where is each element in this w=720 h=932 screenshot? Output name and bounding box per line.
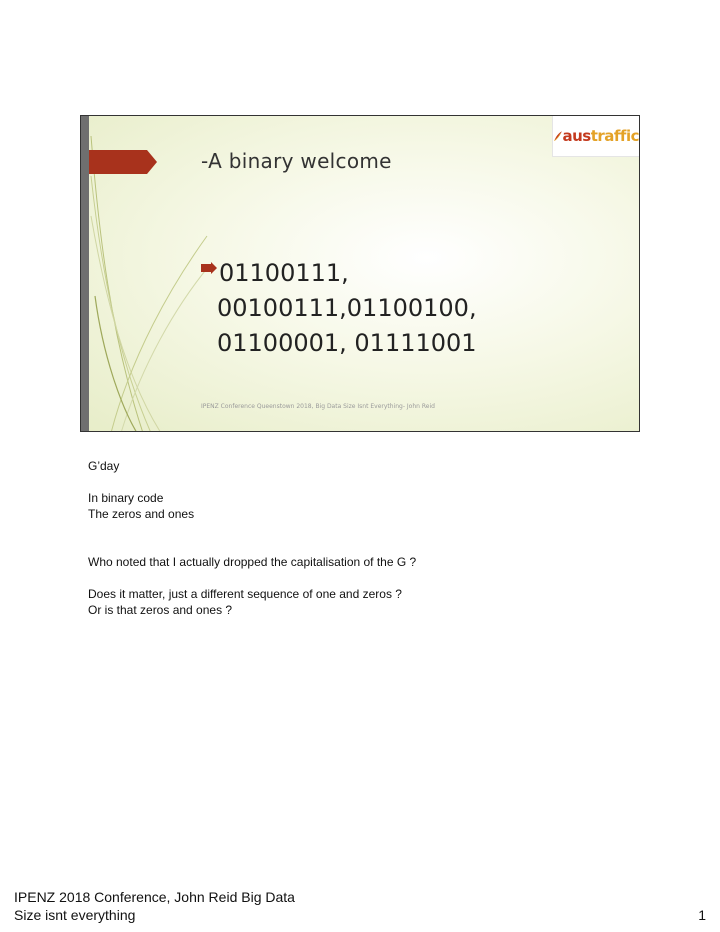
notes-line-1: G’day — [88, 459, 120, 473]
page-footer — [14, 888, 295, 924]
slide-footer: IPENZ Conference Queenstown 2018, Big Data Size Isnt Everything- John Reid — [201, 403, 435, 410]
bullet-arrow-icon — [201, 262, 217, 274]
notes-line-4: Who noted that I actually dropped the capitalisation of the G ? — [88, 555, 417, 569]
logo-feather-icon — [553, 128, 562, 144]
binary-line-1: 01100111, — [219, 259, 349, 287]
logo-text-traffic: traffic — [590, 127, 639, 145]
page-footer-line-1: IPENZ 2018 Conference, John Reid Big Data — [14, 889, 295, 905]
notes-line-5: Does it matter, just a different sequence of one and zeros ? — [88, 587, 402, 601]
slide-thumbnail — [80, 115, 640, 432]
slide-title: -A binary welcome — [201, 149, 392, 173]
austraffic-logo — [552, 116, 639, 157]
binary-line-3: 01100001, 01111001 — [217, 329, 477, 357]
speaker-notes — [88, 458, 416, 618]
notes-line-6: Or is that zeros and ones ? — [88, 603, 233, 617]
page-number: 1 — [698, 907, 706, 923]
binary-line-2: 00100111,01100100, — [217, 294, 477, 322]
binary-text-block — [219, 256, 477, 361]
notes-line-3: The zeros and ones — [88, 507, 195, 521]
notes-line-2: In binary code — [88, 491, 164, 505]
logo-text-aus: aus — [562, 127, 591, 145]
title-arrow-shape — [89, 150, 157, 174]
logo-text — [562, 127, 639, 145]
page-footer-line-2: Size isnt everything — [14, 907, 136, 923]
